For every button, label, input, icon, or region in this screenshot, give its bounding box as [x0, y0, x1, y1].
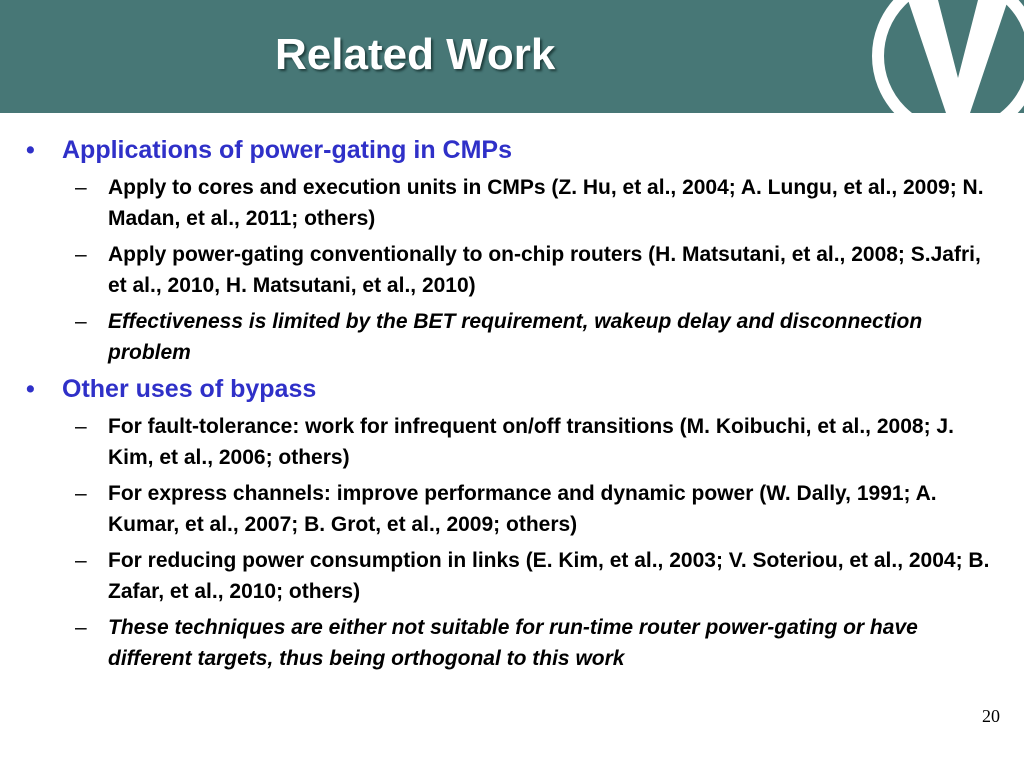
dash-marker: – — [75, 415, 87, 438]
sub-item-text: For reducing power consumption in links (E. Kim, et al., 2003; V. Soteriou, et al., 2004; B. Zafar, et al., 2010; others) — [108, 549, 990, 603]
dash-marker: – — [75, 176, 87, 199]
slide-body — [0, 133, 1024, 674]
bullet-heading-bypass — [26, 372, 1024, 406]
sub-item-text: For express channels: improve performance and dynamic power (W. Dally, 1991; A. Kumar, et al., 2007; B. Grot, et al., 2009; others) — [108, 482, 937, 536]
sub-item — [75, 172, 1002, 234]
sub-item — [75, 411, 1002, 473]
slide-title: Related Work — [275, 30, 556, 79]
slide-header — [0, 0, 1024, 113]
sub-item-text: For fault-tolerance: work for infrequent on/off transitions (M. Koibuchi, et al., 2008; J. Kim, et al., 2006; others) — [108, 415, 954, 469]
bullet-marker: • — [26, 375, 35, 403]
dash-marker: – — [75, 243, 87, 266]
sub-item — [75, 239, 1002, 301]
sub-item-text: Apply to cores and execution units in CMPs (Z. Hu, et al., 2004; A. Lungu, et al., 2009; N. Madan, et al., 2011; others) — [108, 176, 984, 230]
dash-marker: – — [75, 310, 87, 333]
sub-item-text: Effectiveness is limited by the BET requirement, wakeup delay and disconnection problem — [108, 310, 923, 364]
sub-item-conclusion — [75, 306, 1002, 368]
page-number: 20 — [982, 706, 1000, 726]
sub-item-text: These techniques are either not suitable for run-time router power-gating or have different targets, thus being orthogonal to this work — [108, 616, 918, 670]
sub-item — [75, 478, 1002, 540]
bullet-heading-text: Other uses of bypass — [62, 375, 317, 403]
v-logo-icon — [870, 0, 1024, 113]
dash-marker: – — [75, 616, 87, 639]
sub-item — [75, 545, 1002, 607]
dash-marker: – — [75, 482, 87, 505]
sub-item-text: Apply power-gating conventionally to on-chip routers (H. Matsutani, et al., 2008; S.Jafri, et al., 2010, H. Matsutani, et al., 2010) — [108, 243, 981, 297]
bullet-heading-power-gating — [26, 133, 1024, 167]
sub-item-conclusion — [75, 612, 1002, 674]
bullet-marker: • — [26, 136, 35, 164]
bullet-heading-text: Applications of power-gating in CMPs — [62, 136, 512, 164]
dash-marker: – — [75, 549, 87, 572]
